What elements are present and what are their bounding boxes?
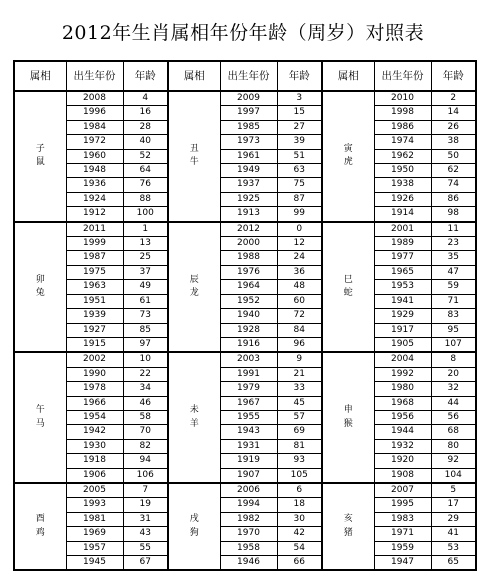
birth-year-cell: 1953 (374, 280, 431, 294)
birth-year-cell: 1993 (66, 498, 123, 512)
age-cell: 85 (123, 323, 168, 337)
zodiac-animal-cell (168, 91, 220, 222)
zodiac-animal-cell (168, 483, 220, 570)
age-cell: 81 (277, 439, 322, 453)
age-cell: 31 (123, 512, 168, 526)
age-cell: 32 (431, 382, 476, 396)
age-cell: 74 (431, 178, 476, 192)
age-cell: 26 (431, 120, 476, 134)
birth-year-cell: 1941 (374, 294, 431, 308)
birth-year-cell: 1989 (374, 237, 431, 251)
age-cell: 92 (431, 454, 476, 468)
age-cell: 88 (123, 192, 168, 206)
birth-year-cell: 1955 (220, 410, 277, 424)
age-cell: 9 (277, 352, 322, 367)
birth-year-cell: 1982 (220, 512, 277, 526)
table-row (14, 382, 476, 396)
zodiac-animal-cell (168, 222, 220, 353)
age-cell: 97 (123, 337, 168, 352)
earthly-branch: 戌 (189, 514, 199, 525)
table-row (14, 483, 476, 498)
table-row (14, 512, 476, 526)
birth-year-cell: 1966 (66, 396, 123, 410)
table-row (14, 396, 476, 410)
age-cell: 94 (123, 454, 168, 468)
table-row (14, 222, 476, 237)
age-cell: 39 (277, 135, 322, 149)
header-age: 年龄 (431, 61, 476, 91)
birth-year-cell: 1975 (66, 265, 123, 279)
birth-year-cell: 1914 (374, 207, 431, 222)
birth-year-cell: 1957 (66, 541, 123, 555)
age-cell: 62 (431, 164, 476, 178)
birth-year-cell: 2006 (220, 483, 277, 498)
zodiac-animal-cell (14, 352, 66, 483)
table-row (14, 237, 476, 251)
birth-year-cell: 1907 (220, 468, 277, 483)
birth-year-cell: 1965 (374, 265, 431, 279)
age-cell: 13 (123, 237, 168, 251)
table-row (14, 352, 476, 367)
birth-year-cell: 1969 (66, 527, 123, 541)
table-row (14, 454, 476, 468)
age-cell: 58 (123, 410, 168, 424)
zodiac-animal-cell (14, 222, 66, 353)
zodiac-animal-cell (322, 483, 374, 570)
birth-year-cell: 1974 (374, 135, 431, 149)
page-title: 2012年生肖属相年份年龄（周岁）对照表 (61, 22, 425, 44)
birth-year-cell: 1967 (220, 396, 277, 410)
age-cell: 59 (431, 280, 476, 294)
earthly-branch: 酉 (35, 514, 45, 525)
birth-year-cell: 1962 (374, 149, 431, 163)
birth-year-cell: 1999 (66, 237, 123, 251)
age-cell: 24 (277, 251, 322, 265)
birth-year-cell: 1973 (220, 135, 277, 149)
age-cell: 42 (277, 527, 322, 541)
age-cell: 56 (431, 410, 476, 424)
table-row (14, 323, 476, 337)
table-row (14, 149, 476, 163)
table-row (14, 309, 476, 323)
age-cell: 27 (277, 120, 322, 134)
birth-year-cell: 1961 (220, 149, 277, 163)
age-cell: 68 (431, 425, 476, 439)
birth-year-cell: 1917 (374, 323, 431, 337)
age-cell: 87 (277, 192, 322, 206)
table-row (14, 468, 476, 483)
age-cell: 19 (123, 498, 168, 512)
zodiac-animal-cell (322, 222, 374, 353)
earthly-branch: 亥 (343, 514, 353, 525)
age-cell: 83 (431, 309, 476, 323)
birth-year-cell: 1946 (220, 556, 277, 571)
earthly-branch: 丑 (189, 143, 199, 154)
birth-year-cell: 1978 (66, 382, 123, 396)
age-cell: 25 (123, 251, 168, 265)
birth-year-cell: 1928 (220, 323, 277, 337)
age-cell: 34 (123, 382, 168, 396)
table-row (14, 367, 476, 381)
animal-name: 鼠 (35, 157, 45, 168)
birth-year-cell: 1943 (220, 425, 277, 439)
age-cell: 84 (277, 323, 322, 337)
zodiac-animal-cell (14, 91, 66, 222)
age-cell: 28 (123, 120, 168, 134)
birth-year-cell: 1906 (66, 468, 123, 483)
age-cell: 82 (123, 439, 168, 453)
age-cell: 69 (277, 425, 322, 439)
birth-year-cell: 2001 (374, 222, 431, 237)
birth-year-cell: 2000 (220, 237, 277, 251)
header-birth-year: 出生年份 (220, 61, 277, 91)
birth-year-cell: 1937 (220, 178, 277, 192)
age-cell: 12 (277, 237, 322, 251)
header-age: 年龄 (277, 61, 322, 91)
birth-year-cell: 1981 (66, 512, 123, 526)
birth-year-cell: 1985 (220, 120, 277, 134)
birth-year-cell: 1927 (66, 323, 123, 337)
birth-year-cell: 1936 (66, 178, 123, 192)
birth-year-cell: 1976 (220, 265, 277, 279)
birth-year-cell: 1948 (66, 164, 123, 178)
age-cell: 23 (431, 237, 476, 251)
animal-name: 鸡 (35, 527, 45, 538)
age-cell: 3 (277, 91, 322, 106)
birth-year-cell: 2002 (66, 352, 123, 367)
table-row (14, 192, 476, 206)
table-row (14, 425, 476, 439)
table-row (14, 207, 476, 222)
age-cell: 33 (277, 382, 322, 396)
birth-year-cell: 1932 (374, 439, 431, 453)
table-row (14, 498, 476, 512)
table-row (14, 280, 476, 294)
birth-year-cell: 1983 (374, 512, 431, 526)
age-cell: 86 (431, 192, 476, 206)
header-age: 年龄 (123, 61, 168, 91)
table-row (14, 337, 476, 352)
age-cell: 60 (277, 294, 322, 308)
age-cell: 45 (277, 396, 322, 410)
birth-year-cell: 1960 (66, 149, 123, 163)
age-cell: 47 (431, 265, 476, 279)
age-cell: 30 (277, 512, 322, 526)
birth-year-cell: 1958 (220, 541, 277, 555)
age-cell: 41 (431, 527, 476, 541)
age-cell: 4 (123, 91, 168, 106)
table-row (14, 294, 476, 308)
birth-year-cell: 1992 (374, 367, 431, 381)
animal-name: 蛇 (343, 287, 353, 298)
age-cell: 17 (431, 498, 476, 512)
animal-name: 龙 (189, 287, 199, 298)
birth-year-cell: 1971 (374, 527, 431, 541)
birth-year-cell: 1987 (66, 251, 123, 265)
earthly-branch: 午 (35, 405, 45, 416)
age-cell: 64 (123, 164, 168, 178)
birth-year-cell: 1926 (374, 192, 431, 206)
header-zodiac: 属相 (14, 61, 66, 91)
birth-year-cell: 1918 (66, 454, 123, 468)
age-cell: 2 (431, 91, 476, 106)
birth-year-cell: 1996 (66, 106, 123, 120)
earthly-branch: 未 (189, 405, 199, 416)
age-cell: 43 (123, 527, 168, 541)
birth-year-cell: 1994 (220, 498, 277, 512)
header-zodiac: 属相 (322, 61, 374, 91)
birth-year-cell: 1954 (66, 410, 123, 424)
animal-name: 马 (35, 418, 45, 429)
birth-year-cell: 1912 (66, 207, 123, 222)
table-row (14, 541, 476, 555)
birth-year-cell: 1916 (220, 337, 277, 352)
age-cell: 105 (277, 468, 322, 483)
birth-year-cell: 1952 (220, 294, 277, 308)
birth-year-cell: 1930 (66, 439, 123, 453)
birth-year-cell: 1997 (220, 106, 277, 120)
age-cell: 96 (277, 337, 322, 352)
birth-year-cell: 1938 (374, 178, 431, 192)
birth-year-cell: 2003 (220, 352, 277, 367)
age-cell: 29 (431, 512, 476, 526)
zodiac-animal-cell (168, 352, 220, 483)
animal-name: 羊 (189, 418, 199, 429)
birth-year-cell: 1913 (220, 207, 277, 222)
age-cell: 36 (277, 265, 322, 279)
birth-year-cell: 2007 (374, 483, 431, 498)
earthly-branch: 卯 (35, 274, 45, 285)
age-cell: 73 (123, 309, 168, 323)
table-row (14, 251, 476, 265)
birth-year-cell: 2010 (374, 91, 431, 106)
header-birth-year: 出生年份 (374, 61, 431, 91)
age-cell: 21 (277, 367, 322, 381)
birth-year-cell: 2009 (220, 91, 277, 106)
zodiac-animal-cell (322, 91, 374, 222)
age-cell: 100 (123, 207, 168, 222)
birth-year-cell: 1972 (66, 135, 123, 149)
age-cell: 6 (277, 483, 322, 498)
age-cell: 98 (431, 207, 476, 222)
birth-year-cell: 2004 (374, 352, 431, 367)
animal-name: 狗 (189, 527, 199, 538)
animal-name: 兔 (35, 287, 45, 298)
age-cell: 11 (431, 222, 476, 237)
age-cell: 52 (123, 149, 168, 163)
birth-year-cell: 1931 (220, 439, 277, 453)
age-cell: 16 (123, 106, 168, 120)
animal-name: 虎 (343, 157, 353, 168)
earthly-branch: 申 (343, 405, 353, 416)
animal-name: 牛 (189, 157, 199, 168)
age-cell: 57 (277, 410, 322, 424)
birth-year-cell: 1939 (66, 309, 123, 323)
age-cell: 95 (431, 323, 476, 337)
age-cell: 61 (123, 294, 168, 308)
age-cell: 38 (431, 135, 476, 149)
header-zodiac: 属相 (168, 61, 220, 91)
birth-year-cell: 1919 (220, 454, 277, 468)
birth-year-cell: 1979 (220, 382, 277, 396)
age-cell: 5 (431, 483, 476, 498)
birth-year-cell: 1942 (66, 425, 123, 439)
birth-year-cell: 1998 (374, 106, 431, 120)
table-row (14, 135, 476, 149)
age-cell: 51 (277, 149, 322, 163)
table-row (14, 120, 476, 134)
birth-year-cell: 1984 (66, 120, 123, 134)
birth-year-cell: 1964 (220, 280, 277, 294)
age-cell: 46 (123, 396, 168, 410)
table-row (14, 91, 476, 106)
earthly-branch: 辰 (189, 274, 199, 285)
birth-year-cell: 1990 (66, 367, 123, 381)
age-cell: 72 (277, 309, 322, 323)
age-cell: 54 (277, 541, 322, 555)
age-cell: 107 (431, 337, 476, 352)
birth-year-cell: 1995 (374, 498, 431, 512)
zodiac-age-table (13, 60, 477, 571)
table-row (14, 178, 476, 192)
age-cell: 49 (123, 280, 168, 294)
birth-year-cell: 2012 (220, 222, 277, 237)
age-cell: 22 (123, 367, 168, 381)
age-cell: 14 (431, 106, 476, 120)
age-cell: 76 (123, 178, 168, 192)
birth-year-cell: 1977 (374, 251, 431, 265)
age-cell: 10 (123, 352, 168, 367)
birth-year-cell: 1945 (66, 556, 123, 571)
animal-name: 猪 (343, 527, 353, 538)
age-cell: 53 (431, 541, 476, 555)
birth-year-cell: 1980 (374, 382, 431, 396)
birth-year-cell: 1925 (220, 192, 277, 206)
birth-year-cell: 1970 (220, 527, 277, 541)
birth-year-cell: 2008 (66, 91, 123, 106)
age-cell: 63 (277, 164, 322, 178)
age-cell: 50 (431, 149, 476, 163)
birth-year-cell: 2005 (66, 483, 123, 498)
table-row (14, 527, 476, 541)
age-cell: 15 (277, 106, 322, 120)
birth-year-cell: 1940 (220, 309, 277, 323)
birth-year-cell: 1950 (374, 164, 431, 178)
age-cell: 8 (431, 352, 476, 367)
age-cell: 104 (431, 468, 476, 483)
age-cell: 106 (123, 468, 168, 483)
age-cell: 0 (277, 222, 322, 237)
age-cell: 35 (431, 251, 476, 265)
birth-year-cell: 1924 (66, 192, 123, 206)
age-cell: 48 (277, 280, 322, 294)
age-cell: 20 (431, 367, 476, 381)
animal-name: 猴 (343, 418, 353, 429)
age-cell: 99 (277, 207, 322, 222)
birth-year-cell: 1949 (220, 164, 277, 178)
age-cell: 80 (431, 439, 476, 453)
table-row (14, 265, 476, 279)
birth-year-cell: 1968 (374, 396, 431, 410)
earthly-branch: 巳 (343, 274, 353, 285)
age-cell: 40 (123, 135, 168, 149)
age-cell: 55 (123, 541, 168, 555)
table-row (14, 556, 476, 571)
age-cell: 66 (277, 556, 322, 571)
table-row (14, 410, 476, 424)
birth-year-cell: 1905 (374, 337, 431, 352)
age-cell: 7 (123, 483, 168, 498)
age-cell: 1 (123, 222, 168, 237)
birth-year-cell: 1986 (374, 120, 431, 134)
birth-year-cell: 1920 (374, 454, 431, 468)
birth-year-cell: 1944 (374, 425, 431, 439)
zodiac-animal-cell (14, 483, 66, 570)
age-cell: 75 (277, 178, 322, 192)
birth-year-cell: 1947 (374, 556, 431, 571)
header-row (14, 61, 476, 91)
birth-year-cell: 1951 (66, 294, 123, 308)
earthly-branch: 寅 (343, 143, 353, 154)
age-cell: 71 (431, 294, 476, 308)
age-cell: 37 (123, 265, 168, 279)
birth-year-cell: 2011 (66, 222, 123, 237)
earthly-branch: 子 (35, 143, 45, 154)
birth-year-cell: 1991 (220, 367, 277, 381)
age-cell: 70 (123, 425, 168, 439)
age-cell: 67 (123, 556, 168, 571)
birth-year-cell: 1956 (374, 410, 431, 424)
age-cell: 18 (277, 498, 322, 512)
birth-year-cell: 1988 (220, 251, 277, 265)
age-cell: 93 (277, 454, 322, 468)
header-birth-year: 出生年份 (66, 61, 123, 91)
birth-year-cell: 1929 (374, 309, 431, 323)
table-body (14, 91, 476, 570)
birth-year-cell: 1963 (66, 280, 123, 294)
table-row (14, 106, 476, 120)
birth-year-cell: 1908 (374, 468, 431, 483)
birth-year-cell: 1915 (66, 337, 123, 352)
table-row (14, 439, 476, 453)
age-cell: 44 (431, 396, 476, 410)
age-cell: 65 (431, 556, 476, 571)
birth-year-cell: 1959 (374, 541, 431, 555)
table-row (14, 164, 476, 178)
zodiac-animal-cell (322, 352, 374, 483)
